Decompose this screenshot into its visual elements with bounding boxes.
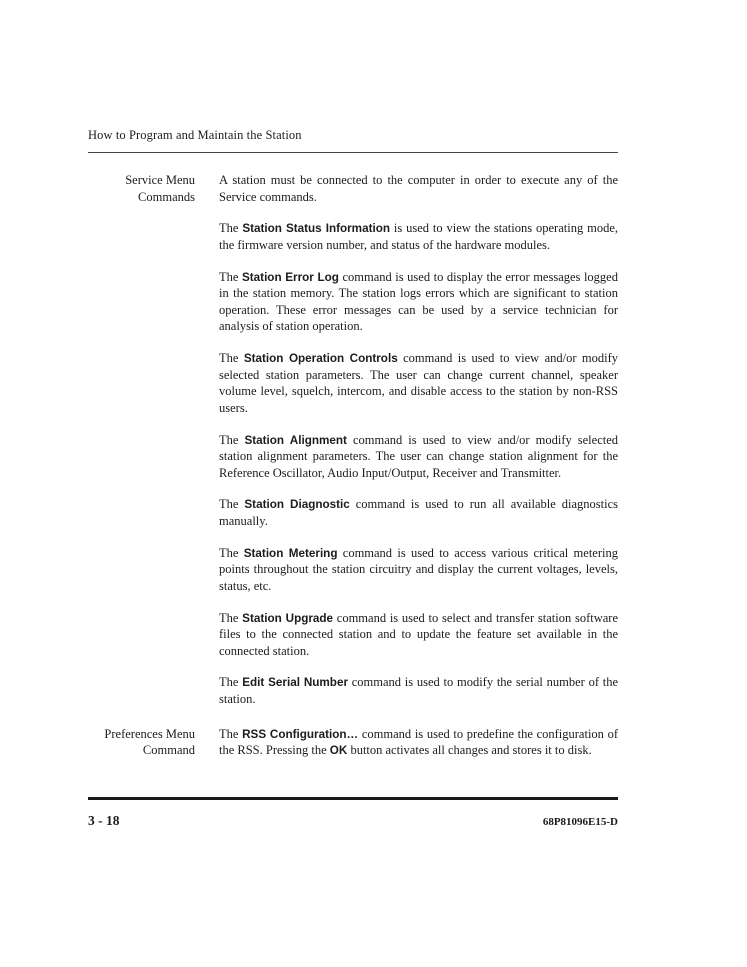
paragraph: The Station Upgrade command is used to select and transfer station software files to the connected station and to update the feature set available in the connected station.: [219, 610, 618, 658]
section-paragraphs: [219, 172, 618, 708]
sidebar-label: [88, 726, 195, 759]
sidebar-label-line: Command: [142, 743, 195, 758]
document-number: 68P81096E15-D: [542, 816, 618, 828]
footer-rule: [88, 797, 618, 800]
paragraph: The Station Metering command is used to access various critical metering points throughout the station circuitry and display the current voltages, levels, status, etc.: [219, 545, 618, 593]
command-name: Edit Serial Number: [242, 676, 348, 690]
section-paragraphs: [219, 726, 618, 759]
command-name: Station Alignment: [244, 433, 347, 447]
command-name: Station Operation Controls: [243, 352, 398, 365]
section: [88, 726, 618, 759]
paragraph: The Edit Serial Number command is used to modify the serial number of the station.: [219, 675, 618, 706]
command-name: Station Error Log: [241, 270, 339, 284]
footer-row: [88, 813, 618, 829]
paragraph: The Station Operation Controls command is used to view and/or modify selected station parameters. The user can change current channel, speaker volume level, squelch, intercom, and disable access to the station by non-RSS users.: [219, 351, 619, 415]
page-header: [88, 128, 618, 153]
sidebar-label: [88, 172, 195, 205]
command-name: OK: [329, 744, 348, 758]
paragraph: The Station Diagnostic command is used to run all available diagnostics manually.: [219, 497, 618, 528]
paragraph: The Station Alignment command is used to view and/or modify selected station alignment parameters. The user can change station alignment for the Reference Oscillator, Audio Input/Output, Receiver and Transmitter.: [219, 432, 619, 480]
command-name: Station Upgrade: [242, 611, 334, 625]
running-header: How to Program and Maintain the Station: [88, 128, 302, 142]
command-name: Station Metering: [243, 546, 338, 560]
paragraph: A station must be connected to the computer in order to execute any of the Service commands.: [219, 173, 618, 204]
sidebar-label-line: Commands: [138, 189, 195, 204]
command-name: Station Status Information: [242, 222, 390, 236]
section: [88, 172, 618, 708]
page-number: 3 - 18: [88, 813, 120, 828]
paragraph: The Station Error Log command is used to display the error messages logged in the station memory. The station logs errors which are significant to station operation. These error messages can be used by a service technician for analysis of station operation.: [219, 269, 618, 334]
paragraph: The Station Status Information is used to view the stations operating mode, the firmware version number, and status of the hardware modules.: [219, 221, 619, 252]
command-name: Station Diagnostic: [244, 498, 350, 512]
command-name: RSS Configuration…: [242, 727, 359, 741]
sidebar-label-line: Service Menu: [125, 173, 195, 187]
document-body: [88, 172, 618, 759]
page-footer: [88, 797, 618, 829]
header-rule: [88, 152, 618, 153]
paragraph: The RSS Configuration… command is used to predefine the configuration of the RSS. Pressing the OK button activates all changes and stores it to disk.: [219, 726, 618, 758]
sidebar-label-line: Preferences Menu: [104, 726, 195, 741]
